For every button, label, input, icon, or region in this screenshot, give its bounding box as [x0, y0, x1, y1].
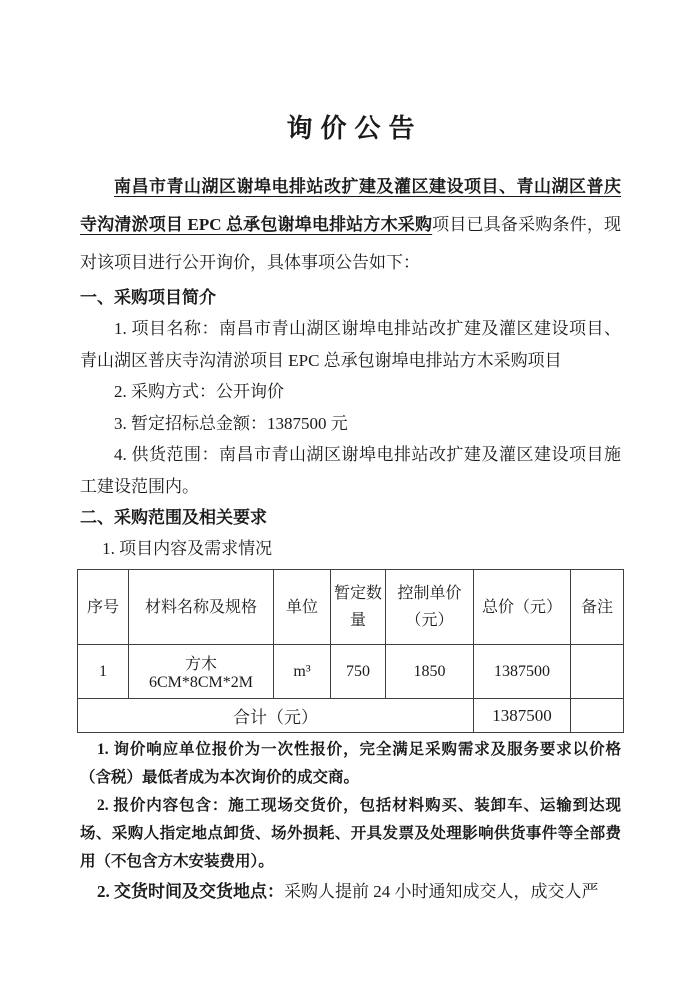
- total-label: 合计（元）: [78, 699, 474, 733]
- section2-subheading: 1. 项目内容及需求情况: [102, 539, 273, 558]
- table-row: [78, 645, 624, 699]
- col-header-tentative-qty: 暂定数量: [331, 570, 386, 645]
- item-procurement-method: 2. 采购方式：公开询价: [114, 382, 284, 401]
- col-header-unit: 单位: [274, 570, 331, 645]
- col-header-seq: 序号: [78, 570, 129, 645]
- intro-paragraph: [80, 168, 621, 282]
- cell-total-price: 1387500: [474, 645, 571, 699]
- note-pricing-rule: 1. 询价响应单位报价为一次性报价，完全满足采购需求及服务要求以价格（含税）最低者成为本次询价的成交商。: [80, 741, 621, 786]
- col-header-material-spec: 材料名称及规格: [129, 570, 274, 645]
- delivery-label: 2. 交货时间及交货地点：: [97, 882, 284, 901]
- intro-rest-text: 项目已具备采购条件，现对该项目进行公开询价，具体事项公告如下：: [80, 215, 622, 272]
- table-notes: [80, 736, 621, 876]
- page-title: 询价公告: [286, 114, 423, 143]
- section2-heading: 二、采购范围及相关要求: [80, 508, 267, 527]
- delivery-text: 采购人提前 24 小时通知成交人，成交人严: [284, 882, 599, 901]
- table-header-row: [78, 570, 624, 645]
- item-budget-total: 3. 暂定招标总金额：1387500 元: [114, 413, 348, 433]
- total-remark: [571, 699, 624, 733]
- item-supply-scope: 4. 供货范围：南昌市青山湖区谢埠电排站改扩建及灌区建设项目施工建设范围内。: [80, 445, 621, 496]
- section1-heading: 一、采购项目简介: [80, 288, 216, 307]
- total-value: 1387500: [474, 699, 571, 733]
- col-header-control-unit-price: 控制单价（元）: [386, 570, 474, 645]
- cell-unit: m³: [274, 645, 331, 699]
- delivery-line: [80, 878, 621, 906]
- col-header-remark: 备注: [571, 570, 624, 645]
- cell-tentative-qty: 750: [331, 645, 386, 699]
- cell-seq: 1: [78, 645, 129, 699]
- note-price-includes: 2. 报价内容包含：施工现场交货价，包括材料购买、装卸车、运输到达现场、采购人指定地点卸货、场外损耗、开具发票及处理影响供货事件等全部费用（不包含方木安装费用）。: [80, 797, 621, 870]
- item-project-name: 1. 项目名称：南昌市青山湖区谢埠电排站改扩建及灌区建设项目、青山湖区普庆寺沟清淤项目 EPC 总承包谢埠电排站方木采购项目: [80, 319, 621, 370]
- cell-remark: [571, 645, 624, 699]
- cell-control-unit-price: 1850: [386, 645, 474, 699]
- col-header-total-price: 总价（元）: [474, 570, 571, 645]
- cell-material-spec: 方木 6CM*8CM*2M: [129, 645, 274, 699]
- intro-project-names-underlined: 南昌市青山湖区谢埠电排站改扩建及灌区建设项目、青山湖区普庆寺沟清淤项目 EPC 总承包谢埠电排站方木采购: [80, 177, 621, 234]
- table-total-row: [78, 699, 624, 733]
- materials-table: [77, 569, 624, 733]
